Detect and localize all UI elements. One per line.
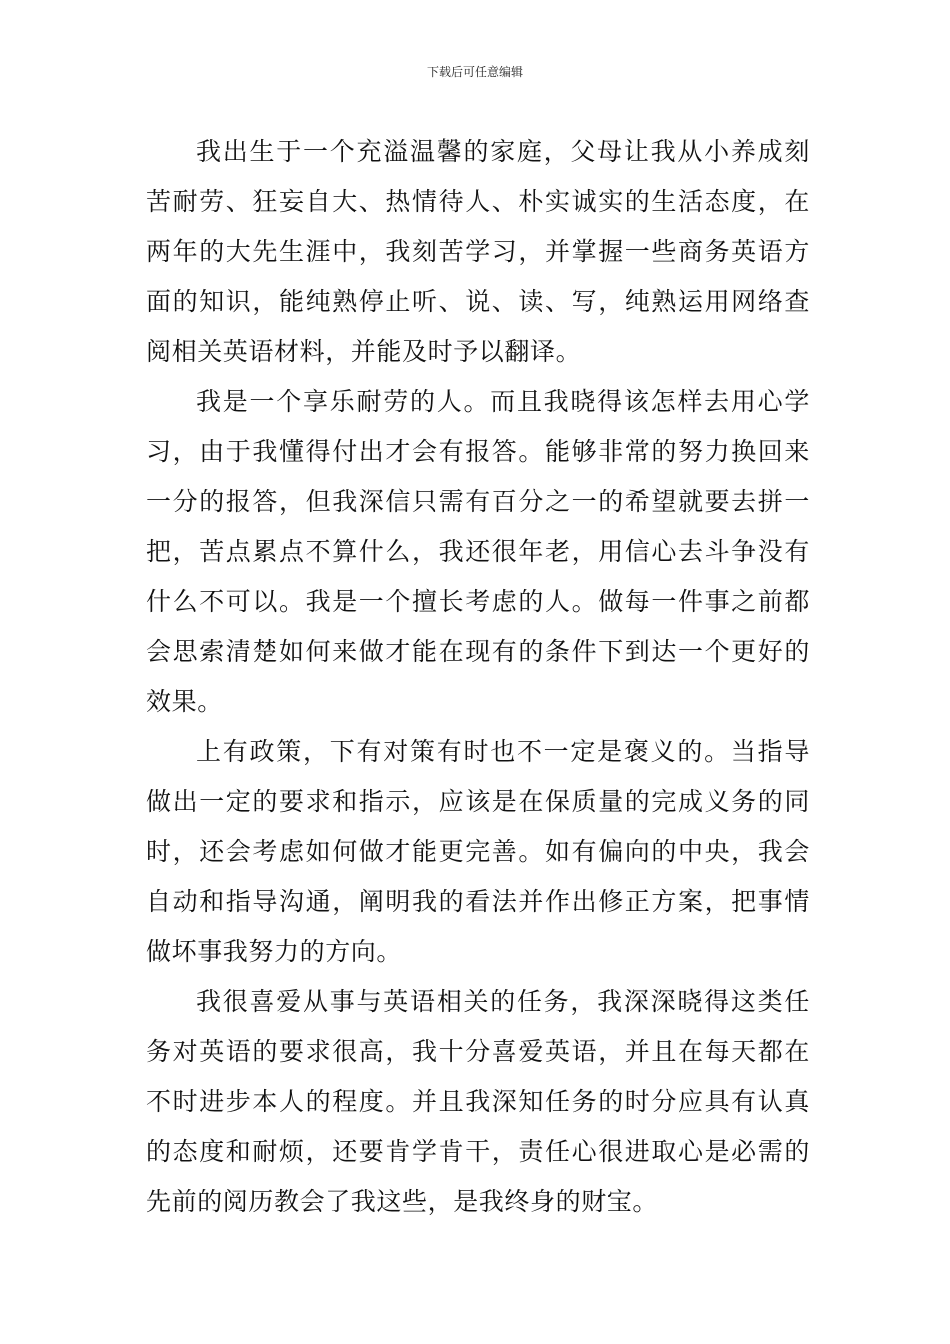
document-body xyxy=(146,127,810,1227)
page-header: 下载后可任意编辑 xyxy=(426,65,523,79)
paragraph-2: 我是一个享乐耐劳的人。而且我晓得该怎样去用心学习，由于我懂得付出才会有报答。能够非常的努力换回来一分的报答，但我深信只需有百分之一的希望就要去拼一把，苦点累点不算什么，我还很年老，用信心去斗争没有什么不可以。我是一个擅长考虑的人。做每一件事之前都会思索清楚如何来做才能在现有的条件下到达一个更好的效果。 xyxy=(146,387,810,716)
paragraph-4: 我很喜爱从事与英语相关的任务，我深深晓得这类任务对英语的要求很高，我十分喜爱英语，并且在每天都在不时进步本人的程度。并且我深知任务的时分应具有认真的态度和耐烦，还要肯学肯干，责任心很进取心是必需的先前的阅历教会了我这些，是我终身的财宝。 xyxy=(146,987,810,1216)
paragraph-1: 我出生于一个充溢温馨的家庭，父母让我从小养成刻苦耐劳、狂妄自大、热情待人、朴实诚实的生活态度，在两年的大先生涯中，我刻苦学习，并掌握一些商务英语方面的知识，能纯熟停止听、说、读、写，纯熟运用网络查阅相关英语材料，并能及时予以翻译。 xyxy=(146,137,810,366)
paragraph-3: 上有政策，下有对策有时也不一定是褒义的。当指导做出一定的要求和指示，应该是在保质量的完成义务的同时，还会考虑如何做才能更完善。如有偏向的中央，我会自动和指导沟通，阐明我的看法并作出修正方案，把事情做坏事我努力的方向。 xyxy=(146,737,810,966)
